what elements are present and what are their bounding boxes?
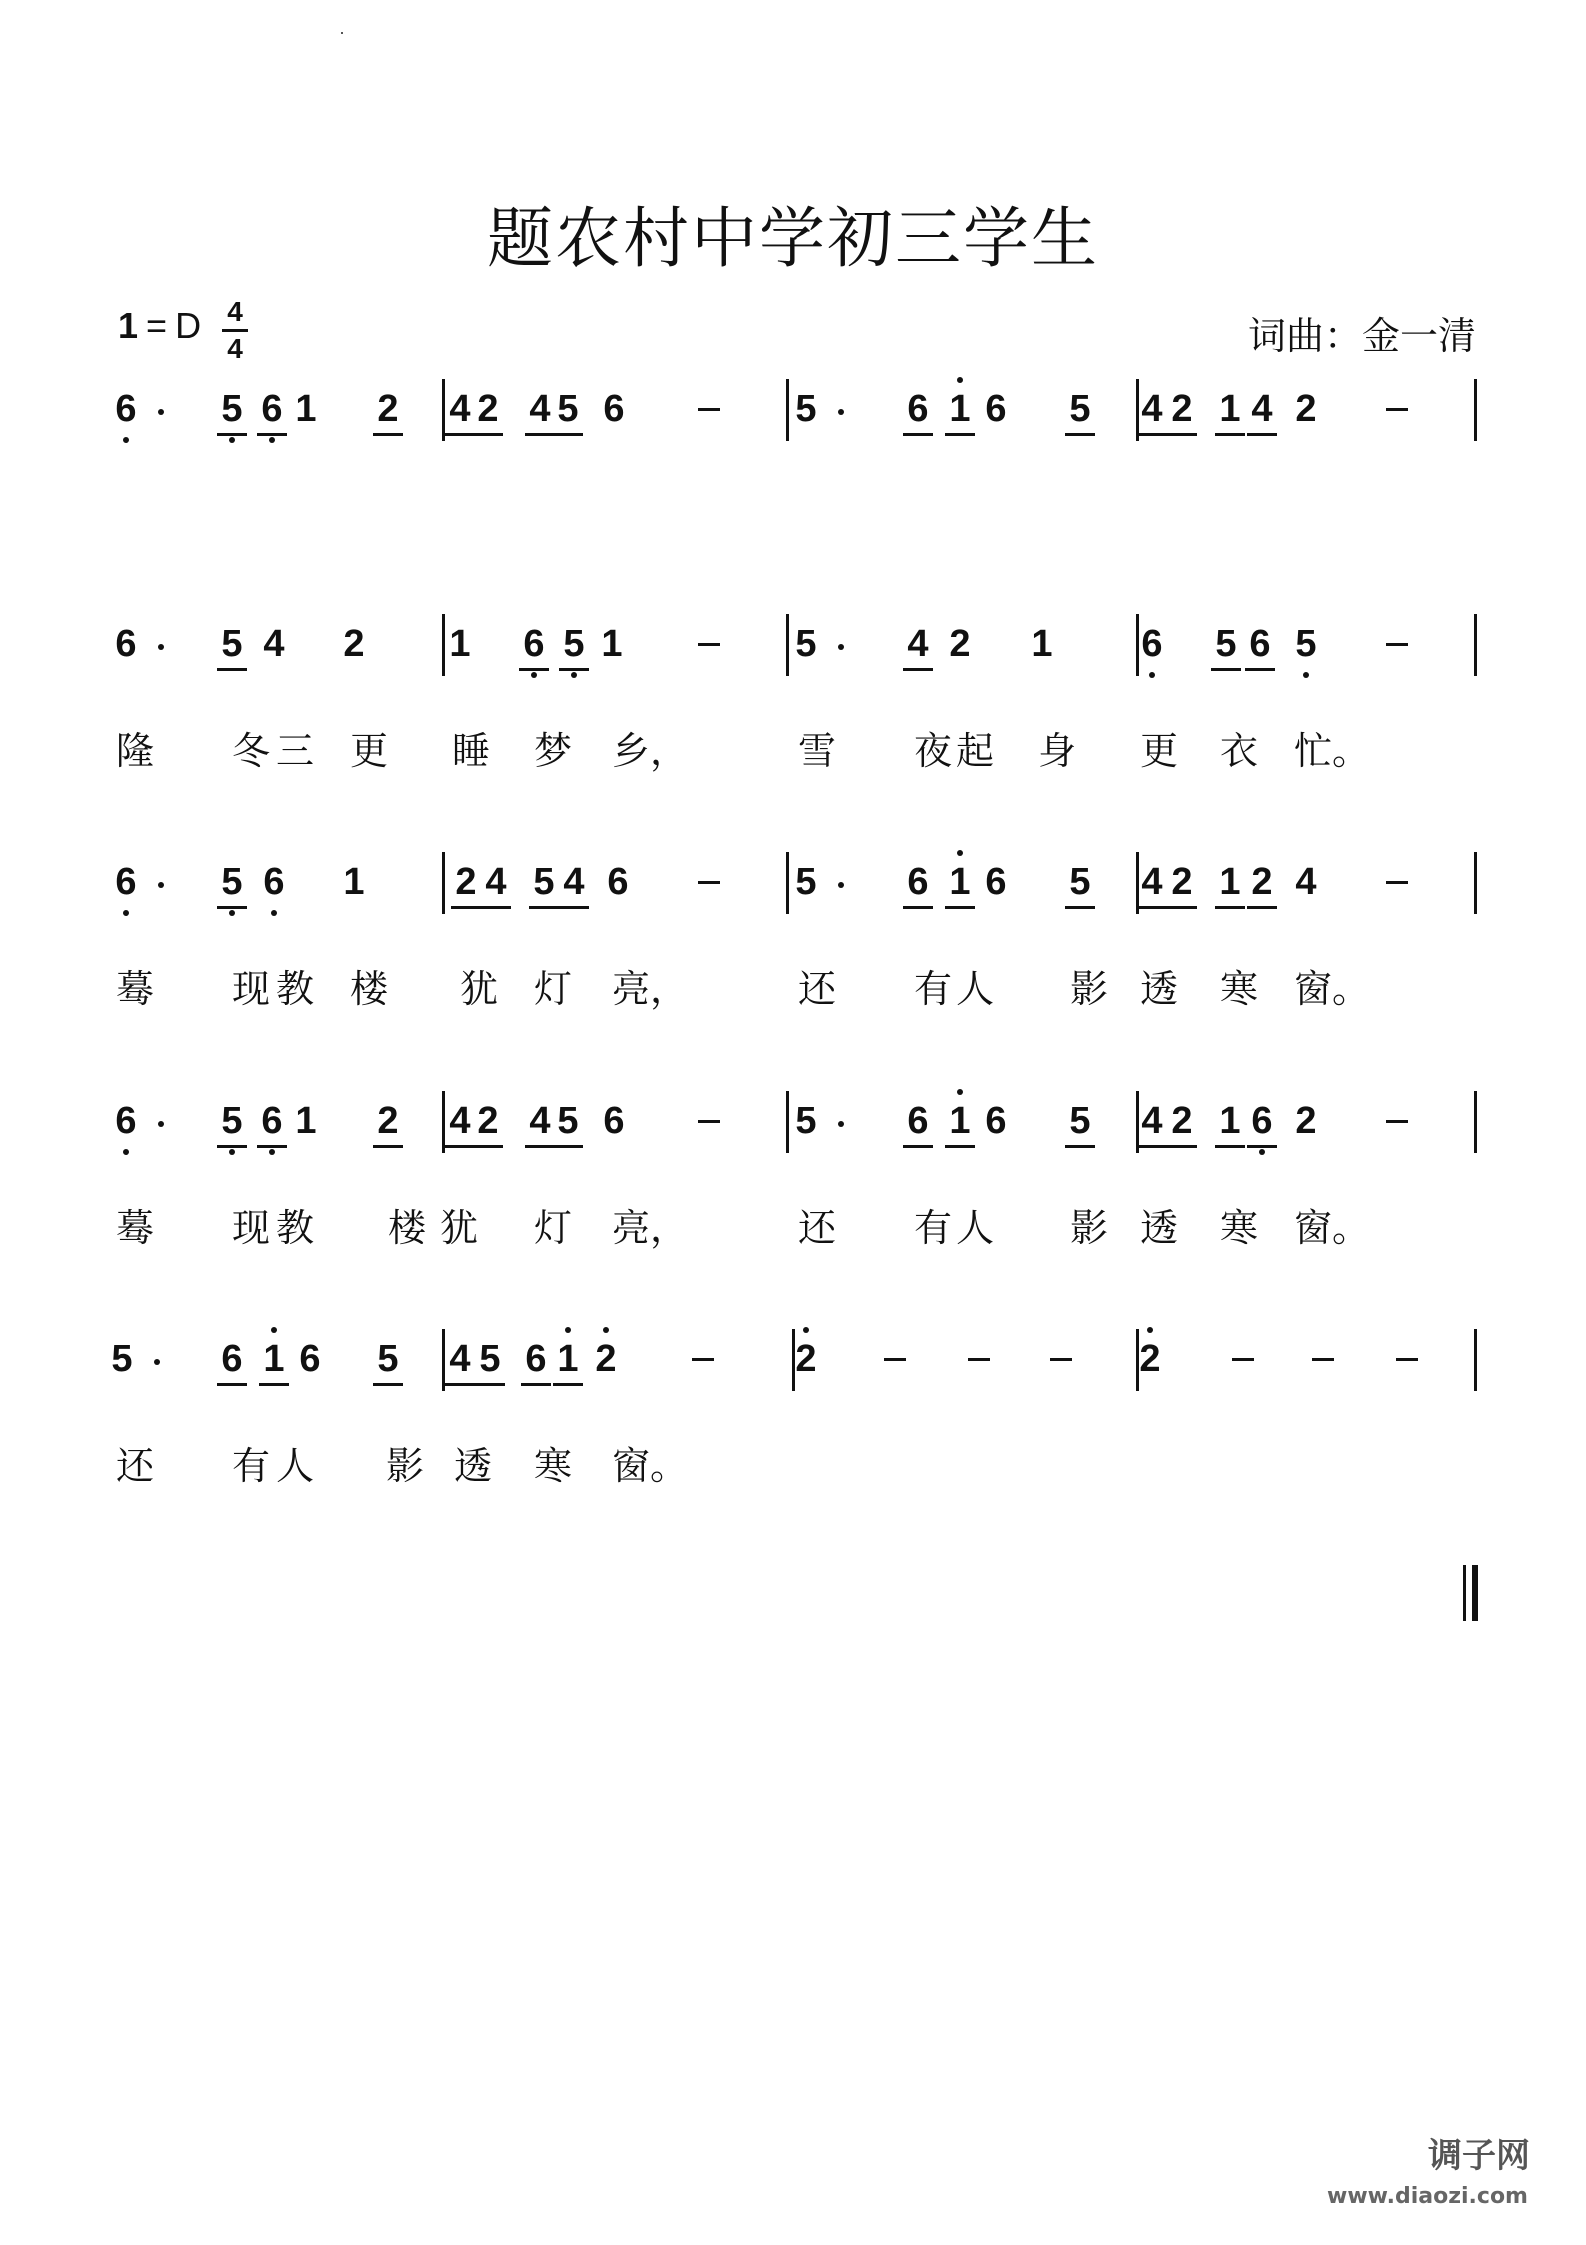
note-2: 2 xyxy=(791,1335,821,1383)
note-6: 6 xyxy=(521,1335,551,1386)
note-4: 4 xyxy=(445,1097,475,1148)
lyric-syllable: 隆 xyxy=(115,729,154,773)
lyric-syllable: 寒 xyxy=(1219,967,1258,1011)
note-5: 5 xyxy=(217,385,247,436)
lyric-syllable: 更 xyxy=(349,729,388,773)
barline xyxy=(1474,1091,1477,1153)
lyric-syllable: 还 xyxy=(797,1206,836,1250)
score-row-5 xyxy=(0,1335,1586,1495)
note-4: 4 xyxy=(1137,385,1167,436)
note-1: 1 xyxy=(295,388,317,430)
note-5: 5 xyxy=(795,623,817,665)
sustain-dash xyxy=(884,1358,906,1361)
notes-row-3 xyxy=(0,858,1586,918)
note-1: 1 xyxy=(601,623,623,665)
sustain-dash xyxy=(1050,1358,1072,1361)
note-2: 2 xyxy=(949,623,971,665)
lyric-syllable: 雪 xyxy=(797,729,836,773)
barline xyxy=(442,852,445,914)
sustain-dash xyxy=(1312,1358,1334,1361)
sustain-dash xyxy=(698,1120,720,1123)
sustain-dash xyxy=(968,1358,990,1361)
barline xyxy=(1474,1329,1477,1391)
lyric-syllable: 蓦 xyxy=(115,967,154,1011)
barline xyxy=(786,614,789,676)
note-4: 4 xyxy=(1295,861,1317,903)
note-4: 4 xyxy=(481,858,511,909)
sustain-dash xyxy=(1386,1120,1408,1123)
note-5: 5 xyxy=(217,1097,247,1148)
notes-row-5 xyxy=(0,1335,1586,1395)
sustain-dash xyxy=(692,1358,714,1361)
note-2: 2 xyxy=(343,623,365,665)
lyric-syllable: 身 xyxy=(1037,729,1076,773)
key-letter: D xyxy=(175,305,202,346)
note-2: 2 xyxy=(473,385,503,436)
note-4: 4 xyxy=(525,1097,555,1148)
augmentation-dot xyxy=(838,644,844,650)
note-2: 2 xyxy=(1135,1335,1165,1383)
lyric-syllable: 灯 xyxy=(533,1206,572,1250)
sustain-dash xyxy=(1396,1358,1418,1361)
note-4: 4 xyxy=(1137,858,1167,909)
barline xyxy=(786,852,789,914)
barline xyxy=(1474,614,1477,676)
note-5: 5 xyxy=(217,858,247,909)
lyric-syllable: 梦 xyxy=(533,729,572,773)
augmentation-dot xyxy=(154,1359,160,1365)
note-1: 1 xyxy=(553,1335,583,1386)
lyric-syllable: 影 xyxy=(385,1444,424,1488)
lyric-syllable: 透 xyxy=(453,1444,492,1488)
score-row-2 xyxy=(0,620,1586,780)
lyric-syllable: 影 xyxy=(1069,1206,1108,1250)
sustain-dash xyxy=(698,408,720,411)
lyric-syllable: 透 xyxy=(1139,1206,1178,1250)
note-6: 6 xyxy=(111,385,141,433)
lyric-syllable: 起 xyxy=(955,729,994,773)
sustain-dash xyxy=(698,643,720,646)
credit-line: 词曲：金一清 xyxy=(1247,314,1476,358)
note-5: 5 xyxy=(553,1097,583,1148)
lyric-syllable: 人 xyxy=(955,1206,994,1250)
note-5: 5 xyxy=(553,385,583,436)
note-1: 1 xyxy=(945,1097,975,1148)
note-2: 2 xyxy=(473,1097,503,1148)
note-6: 6 xyxy=(111,1097,141,1145)
note-6: 6 xyxy=(257,1097,287,1148)
note-6: 6 xyxy=(257,385,287,436)
watermark-url: www.diaozi.com xyxy=(1327,2184,1528,2209)
lyric-syllable: 楼 xyxy=(387,1206,426,1250)
note-5: 5 xyxy=(559,620,589,671)
note-6: 6 xyxy=(985,861,1007,903)
note-4: 4 xyxy=(263,623,285,665)
score-row-3 xyxy=(0,858,1586,1018)
note-5: 5 xyxy=(1065,385,1095,436)
barline xyxy=(786,379,789,441)
time-signature xyxy=(222,296,248,365)
score-row-1 xyxy=(0,385,1586,445)
notes-row-2 xyxy=(0,620,1586,680)
note-6: 6 xyxy=(259,858,289,906)
lyric-syllable: 窗。 xyxy=(1293,967,1370,1011)
print-speck xyxy=(341,32,343,34)
lyrics-row-2 xyxy=(0,720,1586,780)
lyric-syllable: 教 xyxy=(275,967,314,1011)
note-4: 4 xyxy=(445,385,475,436)
lyric-syllable: 冬 xyxy=(231,729,270,773)
lyric-syllable: 透 xyxy=(1139,967,1178,1011)
augmentation-dot xyxy=(838,1121,844,1127)
lyric-syllable: 寒 xyxy=(533,1444,572,1488)
lyric-syllable: 亮， xyxy=(611,967,688,1011)
note-5: 5 xyxy=(1211,620,1241,671)
note-5: 5 xyxy=(217,620,247,671)
lyric-syllable: 更 xyxy=(1139,729,1178,773)
sustain-dash xyxy=(1386,408,1408,411)
notes-row-4 xyxy=(0,1097,1586,1157)
lyric-syllable: 楼 xyxy=(349,967,388,1011)
lyric-syllable: 犹 xyxy=(439,1206,478,1250)
note-2: 2 xyxy=(591,1335,621,1383)
note-6: 6 xyxy=(985,1100,1007,1142)
lyric-syllable: 现 xyxy=(231,1206,270,1250)
note-1: 1 xyxy=(1031,623,1053,665)
note-5: 5 xyxy=(795,861,817,903)
final-barline xyxy=(1463,1565,1481,1621)
lyrics-row-5 xyxy=(0,1435,1586,1495)
note-5: 5 xyxy=(1065,1097,1095,1148)
note-5: 5 xyxy=(529,858,559,909)
augmentation-dot xyxy=(838,409,844,415)
lyric-syllable: 衣 xyxy=(1219,729,1258,773)
note-1: 1 xyxy=(449,623,471,665)
augmentation-dot xyxy=(158,1121,164,1127)
lyric-syllable: 现 xyxy=(231,967,270,1011)
note-5: 5 xyxy=(795,388,817,430)
note-5: 5 xyxy=(111,1338,133,1380)
note-1: 1 xyxy=(1215,1097,1245,1148)
note-4: 4 xyxy=(525,385,555,436)
note-4: 4 xyxy=(445,1335,475,1386)
note-6: 6 xyxy=(115,623,137,665)
note-4: 4 xyxy=(903,620,933,671)
note-1: 1 xyxy=(1215,858,1245,909)
lyric-syllable: 人 xyxy=(955,967,994,1011)
sustain-dash xyxy=(698,881,720,884)
note-1: 1 xyxy=(945,385,975,436)
note-5: 5 xyxy=(795,1100,817,1142)
lyric-syllable: 忙。 xyxy=(1293,729,1370,773)
watermark-logo: 调子网 xyxy=(1428,2136,1530,2176)
barline xyxy=(1474,379,1477,441)
note-6: 6 xyxy=(111,858,141,906)
lyric-syllable: 有 xyxy=(913,967,952,1011)
augmentation-dot xyxy=(838,882,844,888)
note-5: 5 xyxy=(1291,620,1321,668)
barline xyxy=(786,1091,789,1153)
note-4: 4 xyxy=(559,858,589,909)
lyric-syllable: 窗。 xyxy=(611,1444,688,1488)
note-6: 6 xyxy=(603,388,625,430)
lyric-syllable: 教 xyxy=(275,1206,314,1250)
note-6: 6 xyxy=(903,385,933,436)
note-4: 4 xyxy=(1137,1097,1167,1148)
lyric-syllable: 寒 xyxy=(1219,1206,1258,1250)
lyric-syllable: 影 xyxy=(1069,967,1108,1011)
note-2: 2 xyxy=(1167,385,1197,436)
note-6: 6 xyxy=(607,861,629,903)
note-6: 6 xyxy=(299,1338,321,1380)
note-1: 1 xyxy=(945,858,975,909)
note-5: 5 xyxy=(1065,858,1095,909)
lyric-syllable: 亮， xyxy=(611,1206,688,1250)
augmentation-dot xyxy=(158,882,164,888)
note-6: 6 xyxy=(217,1335,247,1386)
note-1: 1 xyxy=(343,861,365,903)
time-numerator: 4 xyxy=(227,296,243,327)
lyrics-row-4 xyxy=(0,1197,1586,1257)
note-5: 5 xyxy=(373,1335,403,1386)
note-6: 6 xyxy=(1247,1097,1277,1148)
lyric-syllable: 人 xyxy=(275,1444,314,1488)
note-4: 4 xyxy=(1247,385,1277,436)
note-6: 6 xyxy=(603,1100,625,1142)
note-2: 2 xyxy=(451,858,481,909)
note-1: 1 xyxy=(259,1335,289,1386)
score-row-4 xyxy=(0,1097,1586,1257)
key-equals: = xyxy=(146,305,168,346)
note-2: 2 xyxy=(1247,858,1277,909)
note-6: 6 xyxy=(519,620,549,671)
key-signature xyxy=(118,305,201,347)
note-2: 2 xyxy=(1167,1097,1197,1148)
lyric-syllable: 有 xyxy=(913,1206,952,1250)
lyric-syllable: 蓦 xyxy=(115,1206,154,1250)
note-6: 6 xyxy=(1245,620,1275,671)
augmentation-dot xyxy=(158,409,164,415)
note-1: 1 xyxy=(1215,385,1245,436)
note-6: 6 xyxy=(985,388,1007,430)
note-5: 5 xyxy=(475,1335,505,1386)
note-2: 2 xyxy=(1167,858,1197,909)
augmentation-dot xyxy=(158,644,164,650)
lyric-syllable: 睡 xyxy=(451,729,490,773)
time-denominator: 4 xyxy=(227,333,243,364)
sustain-dash xyxy=(1386,643,1408,646)
key-tonic-number: 1 xyxy=(118,305,139,346)
note-6: 6 xyxy=(903,1097,933,1148)
lyric-syllable: 灯 xyxy=(533,967,572,1011)
lyric-syllable: 乡， xyxy=(611,729,688,773)
lyrics-row-3 xyxy=(0,958,1586,1018)
note-1: 1 xyxy=(295,1100,317,1142)
note-6: 6 xyxy=(903,858,933,909)
lyric-syllable: 夜 xyxy=(913,729,952,773)
lyric-syllable: 窗。 xyxy=(1293,1206,1370,1250)
song-title: 题农村中学初三学生 xyxy=(487,200,1099,277)
sustain-dash xyxy=(1232,1358,1254,1361)
lyric-syllable: 有 xyxy=(231,1444,270,1488)
sustain-dash xyxy=(1386,881,1408,884)
notes-row-1 xyxy=(0,385,1586,445)
note-6: 6 xyxy=(1137,620,1167,668)
barline xyxy=(1474,852,1477,914)
lyric-syllable: 三 xyxy=(275,729,314,773)
note-2: 2 xyxy=(1295,388,1317,430)
note-2: 2 xyxy=(1295,1100,1317,1142)
lyric-syllable: 还 xyxy=(115,1444,154,1488)
lyric-syllable: 还 xyxy=(797,967,836,1011)
note-2: 2 xyxy=(373,385,403,436)
note-2: 2 xyxy=(373,1097,403,1148)
lyric-syllable: 犹 xyxy=(459,967,498,1011)
